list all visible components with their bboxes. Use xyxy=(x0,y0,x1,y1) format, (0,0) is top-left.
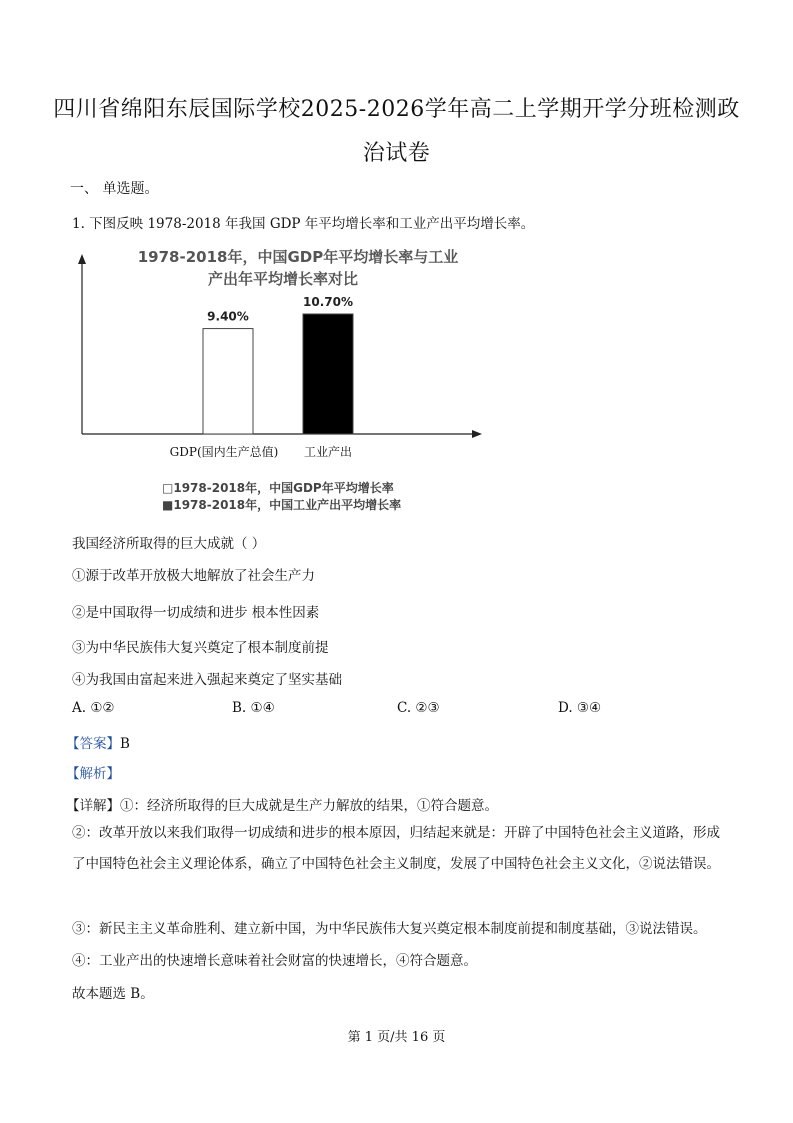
x-axis-arrow xyxy=(472,430,482,438)
chart-title-line-2: 产出年平均增长率对比 xyxy=(207,270,359,288)
question-stem: 1. 下图反映 1978-2018 年我国 GDP 年平均增长率和工业产出平均增长率。 xyxy=(72,216,535,232)
category-label-0: GDP(国内生产总值) xyxy=(169,445,279,459)
legend-entry-gdp: □1978-2018年，中国GDP年平均增长率 xyxy=(162,481,394,495)
analysis-line xyxy=(66,762,120,782)
statement-3: ③为中华民族伟大复兴奠定了根本制度前提 xyxy=(72,640,329,656)
detail-point-3: ③：新民主主义革命胜利、建立新中国，为中华民族伟大复兴奠定根本制度前提和制度基础，③说法错误。 xyxy=(72,921,707,937)
statement-2: ②是中国取得一切成绩和进步 根本性因素 xyxy=(72,605,320,621)
answer-value: B xyxy=(120,736,130,752)
detail-point-2: ②：改革开放以来我们取得一切成绩和进步的根本原因，归结起来就是：开辟了中国特色社会主义道路，形成了中国特色社会主义理论体系，确立了中国特色社会主义制度，发展了中国特色社会主义文化，②说法错误。 xyxy=(72,825,720,872)
detail-point-1: ①：经济所取得的巨大成就是生产力解放的结果，①符合题意。 xyxy=(120,798,498,814)
title-line-2: 治试卷 xyxy=(362,141,431,166)
chart-svg xyxy=(70,240,495,515)
detail-point-4: ④：工业产出的快速增长意味着社会财富的快速增长，④符合题意。 xyxy=(72,953,477,969)
statement-1: ①源于改革开放极大地解放了社会生产力 xyxy=(72,568,315,584)
title-line-1: 四川省绵阳东辰国际学校2025-2026学年高二上学期开学分班检测政 xyxy=(53,97,740,122)
detail-line-1 xyxy=(66,794,498,814)
option-d: D. ③④ xyxy=(558,700,602,716)
detail-conclusion: 故本题选 B。 xyxy=(72,986,154,1002)
option-b: B. ①④ xyxy=(232,700,275,716)
detail-label: 【详解】 xyxy=(66,798,120,814)
bar-value-label-1: 10.70% xyxy=(303,295,353,309)
section-heading: 一、 单选题。 xyxy=(70,181,159,197)
page-footer: 第 1 页/共 16 页 xyxy=(347,1030,446,1045)
chart-title-line-1: 1978-2018年，中国GDP年平均增长率与工业 xyxy=(137,248,459,266)
document-title xyxy=(40,88,753,176)
y-axis-arrow xyxy=(78,254,86,264)
answer-line xyxy=(66,732,130,752)
analysis-label: 【解析】 xyxy=(66,766,120,782)
bar-value-label-0: 9.40% xyxy=(207,309,249,324)
growth-rate-chart xyxy=(70,240,495,515)
option-c: C. ②③ xyxy=(397,700,440,716)
legend-entry-industrial: ■1978-2018年，中国工业产出平均增长率 xyxy=(162,498,402,512)
category-label-1: 工业产出 xyxy=(303,445,353,459)
bar-0 xyxy=(203,329,253,434)
option-a: A. ①② xyxy=(72,700,115,716)
answer-label: 【答案】 xyxy=(66,736,120,752)
statement-4: ④为我国由富起来进入强起来奠定了坚实基础 xyxy=(72,672,342,688)
bar-1 xyxy=(303,314,353,434)
question-prompt: 我国经济所取得的巨大成就（ ） xyxy=(72,536,266,552)
